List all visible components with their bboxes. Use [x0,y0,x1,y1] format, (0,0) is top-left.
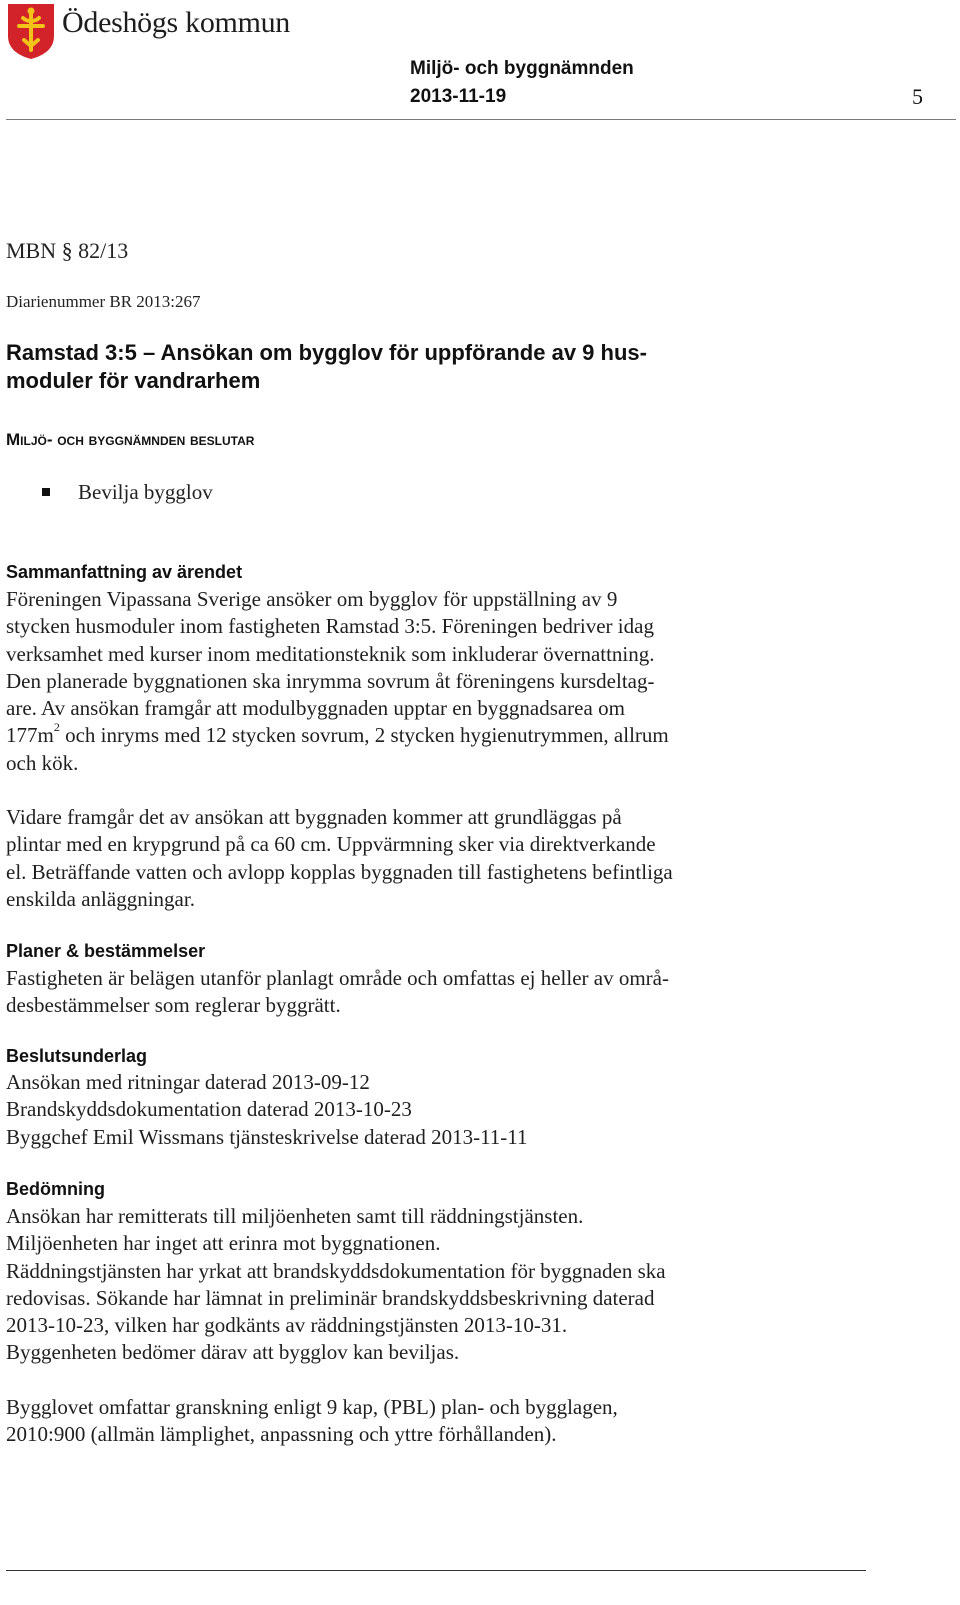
plans-paragraph [6,965,669,1020]
summary-paragraph-2 [6,804,673,913]
text-line-rest: och inryms med 12 stycken sovrum, 2 stycken hygienutrymmen, allrum [59,723,669,748]
text-line: el. Beträffande vatten och avlopp kopplas byggnaden till fastighetens befintliga [6,859,673,884]
text-line: Föreningen Vipassana Sverige ansöker om bygglov för uppställning av 9 [6,587,618,611]
diary-number: Diarienummer BR 2013:267 [6,292,201,311]
case-reference: MBN § 82/13 [6,238,129,263]
header-divider [6,119,956,120]
basis-item: Brandskyddsdokumentation daterad 2013-10-23 [6,1097,412,1122]
basis-item: Ansökan med ritningar daterad 2013-09-12 [6,1070,370,1094]
text-line: 2010:900 (allmän lämplighet, anpassning och yttre förhållanden). [6,1422,557,1447]
text-line: Vidare framgår det av ansökan att byggnaden kommer att grundläggas på [6,805,622,829]
text-line: och kök. [6,750,79,775]
footer-divider [6,1570,866,1571]
municipality-name: Ödeshögs kommun [62,6,291,39]
text-line: 2013-10-23, vilken har godkänts av räddningstjänsten 2013-10-31. [6,1313,568,1338]
decision-item: Bevilja bygglov [78,480,213,504]
text-line: plintar med en krypgrund på ca 60 cm. Uppvärmning sker via direktverkande [6,832,656,857]
basis-heading: Beslutsunderlag [6,1046,148,1066]
assessment-paragraph-2 [6,1394,618,1449]
bullet-marker [42,488,50,496]
plans-heading: Planer & bestämmelser [6,941,206,961]
text-line: Fastigheten är belägen utanför planlagt område och omfattas ej heller av områ- [6,966,669,990]
text-line: stycken husmoduler inom fastigheten Ramstad 3:5. Föreningen bedriver idag [6,614,654,639]
basis-list [6,1069,528,1151]
text-line: are. Av ansökan framgår att modulbyggnaden upptar en byggnadsarea om [6,696,625,721]
meeting-date: 2013-11-19 [410,86,507,107]
text-line: Ansökan har remitterats till miljöenheten samt till räddningstjänsten. [6,1204,584,1228]
basis-item: Byggchef Emil Wissmans tjänsteskrivelse daterad 2013-11-11 [6,1124,528,1149]
case-title-line: moduler för vandrarhem [6,368,261,393]
decision-heading: Miljö- och byggnämnden beslutar [6,430,255,449]
text-line: verksamhet med kurser inom meditationsteknik som inkluderar övernattning. [6,641,655,666]
area-value: 177m [6,723,54,748]
municipality-coat-of-arms-logo [6,2,56,60]
text-line: Den planerade byggnationen ska inrymma sovrum åt föreningens kursdeltag- [6,668,655,693]
text-line: Miljöenheten har inget att erinra mot byggnationen. [6,1231,441,1256]
text-line: redovisas. Sökande har lämnat in preliminär brandskyddsbeskrivning daterad [6,1285,655,1310]
text-line: Bygglovet omfattar granskning enligt 9 kap, (PBL) plan- och bygglagen, [6,1395,618,1419]
text-line: enskilda anläggningar. [6,886,195,911]
text-line: Byggenheten bedömer därav att bygglov kan beviljas. [6,1340,460,1365]
assessment-paragraph-1 [6,1203,666,1367]
text-line: desbestämmelser som reglerar byggrätt. [6,993,341,1018]
page-number: 5 [912,84,923,109]
summary-heading: Sammanfattning av ärendet [6,562,243,582]
case-title [6,339,647,395]
superscript-2: 2 [53,720,60,735]
committee-name: Miljö- och byggnämnden [410,58,634,79]
text-line [6,722,669,749]
assessment-heading: Bedömning [6,1179,105,1199]
summary-paragraph-1 [6,586,669,777]
text-line: Räddningstjänsten har yrkat att brandskyddsdokumentation för byggnaden ska [6,1258,666,1283]
case-title-line: Ramstad 3:5 – Ansökan om bygglov för uppförande av 9 hus- [6,340,647,365]
